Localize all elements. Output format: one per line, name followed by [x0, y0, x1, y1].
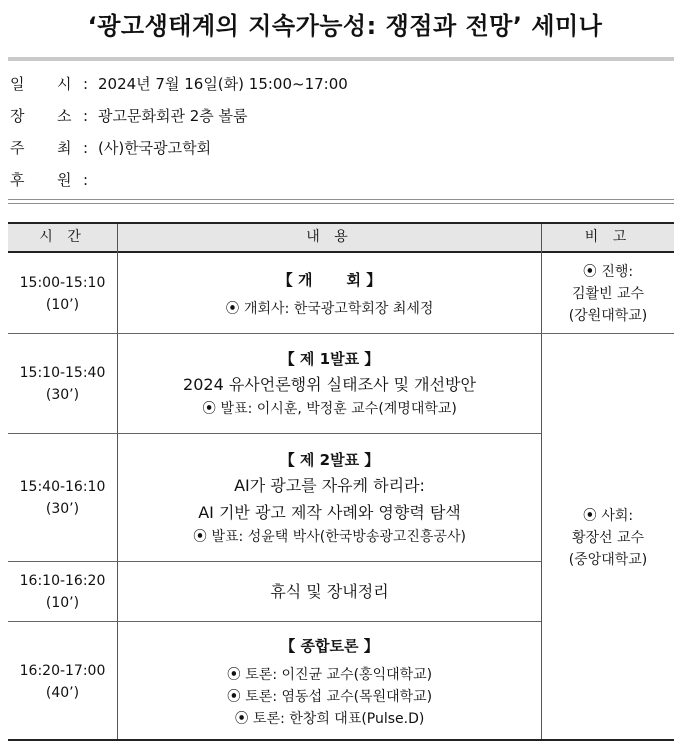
seminar-title: ‘광고생태계의 지속가능성: 쟁점과 전망’ 세미나 — [87, 12, 603, 40]
info-key: 소 — [57, 107, 72, 125]
info-host — [10, 136, 670, 160]
talk-title: AI 기반 광고 제작 사례와 영향력 탐색 — [198, 502, 461, 522]
duration: (30’) — [45, 386, 80, 403]
info-colon: : — [83, 171, 89, 189]
speaker-line: ⦿ 개회사: 한국광고학회장 최세정 — [225, 301, 434, 317]
table-row-time — [8, 622, 117, 741]
duration: (10’) — [45, 297, 80, 313]
info-key: 최 — [57, 139, 72, 157]
section-heading: 【 제 1발표 】 — [279, 350, 380, 368]
info-sponsor — [10, 168, 670, 192]
table-row-time — [8, 434, 117, 561]
table-row-time — [8, 255, 117, 333]
duration: (40’) — [45, 684, 80, 701]
info-key: 주 — [10, 139, 25, 157]
info-venue — [10, 104, 670, 128]
note-moderator — [542, 255, 674, 333]
info-value: 2024년 7월 16일(화) 15:00~17:00 — [98, 75, 348, 93]
section-heading: 【 제 2발표 】 — [279, 450, 380, 469]
talk-title: AI가 광고를 자유케 하리라: — [234, 475, 425, 495]
info-divider-upper — [8, 199, 674, 200]
info-value: 광고문화회관 2층 볼룸 — [98, 107, 248, 125]
info-key: 후 — [10, 171, 25, 189]
panelist-line: ⦿ 토론: 염동섭 교수(목원대학교) — [226, 688, 433, 705]
panelist-line: ⦿ 토론: 한창희 대표(Pulse.D) — [234, 710, 425, 727]
title-divider — [8, 57, 674, 61]
table-header — [8, 224, 674, 253]
note-role: ⦿ 사회: — [582, 507, 634, 524]
info-colon: : — [83, 107, 89, 125]
info-divider-lower — [8, 203, 674, 204]
table-row-time — [8, 334, 117, 433]
duration: (10’) — [45, 594, 80, 611]
duration: (30’) — [45, 500, 80, 517]
table-row-content — [118, 562, 541, 621]
header-content: 내 용 — [306, 229, 353, 245]
info-key: 원 — [57, 171, 72, 189]
table-row-content — [118, 255, 541, 333]
note-org: (중앙대학교) — [568, 551, 648, 568]
break-label: 휴식 및 장내정리 — [270, 582, 389, 601]
info-date — [10, 72, 670, 96]
time-range: 16:10-16:20 — [19, 572, 106, 589]
program-table — [8, 222, 674, 741]
time-range: 15:10-15:40 — [19, 364, 106, 381]
info-key: 시 — [57, 75, 72, 93]
table-row-content — [118, 434, 541, 561]
table-row-content — [118, 334, 541, 433]
talk-title: 2024 유사언론행위 실태조사 및 개선방안 — [183, 375, 476, 394]
table-row-content — [118, 622, 541, 741]
header-time: 시 간 — [39, 229, 86, 245]
note-name: 김활빈 교수 — [571, 286, 645, 302]
info-value: (사)한국광고학회 — [98, 139, 212, 157]
header-note: 비 고 — [584, 229, 632, 245]
note-chair — [542, 334, 674, 741]
table-row-time — [8, 562, 117, 621]
note-role: ⦿ 진행: — [582, 264, 634, 280]
info-key: 장 — [10, 107, 25, 125]
time-range: 15:40-16:10 — [19, 478, 106, 495]
info-colon: : — [83, 139, 89, 157]
note-org: (강원대학교) — [568, 308, 648, 324]
info-key: 일 — [10, 75, 25, 93]
note-name: 황장선 교수 — [571, 529, 645, 546]
info-colon: : — [83, 75, 89, 93]
section-heading: 【 개 회 】 — [277, 271, 382, 289]
time-range: 16:20-17:00 — [19, 662, 106, 679]
speaker-line: ⦿ 발표: 성윤택 박사(한국방송광고진흥공사) — [193, 528, 466, 545]
time-range: 15:00-15:10 — [19, 275, 106, 291]
speaker-line: ⦿ 발표: 이시훈, 박정훈 교수(계명대학교) — [202, 401, 457, 417]
panelist-line: ⦿ 토론: 이진균 교수(홍익대학교) — [226, 666, 433, 683]
section-heading: 【 종합토론 】 — [280, 636, 379, 655]
